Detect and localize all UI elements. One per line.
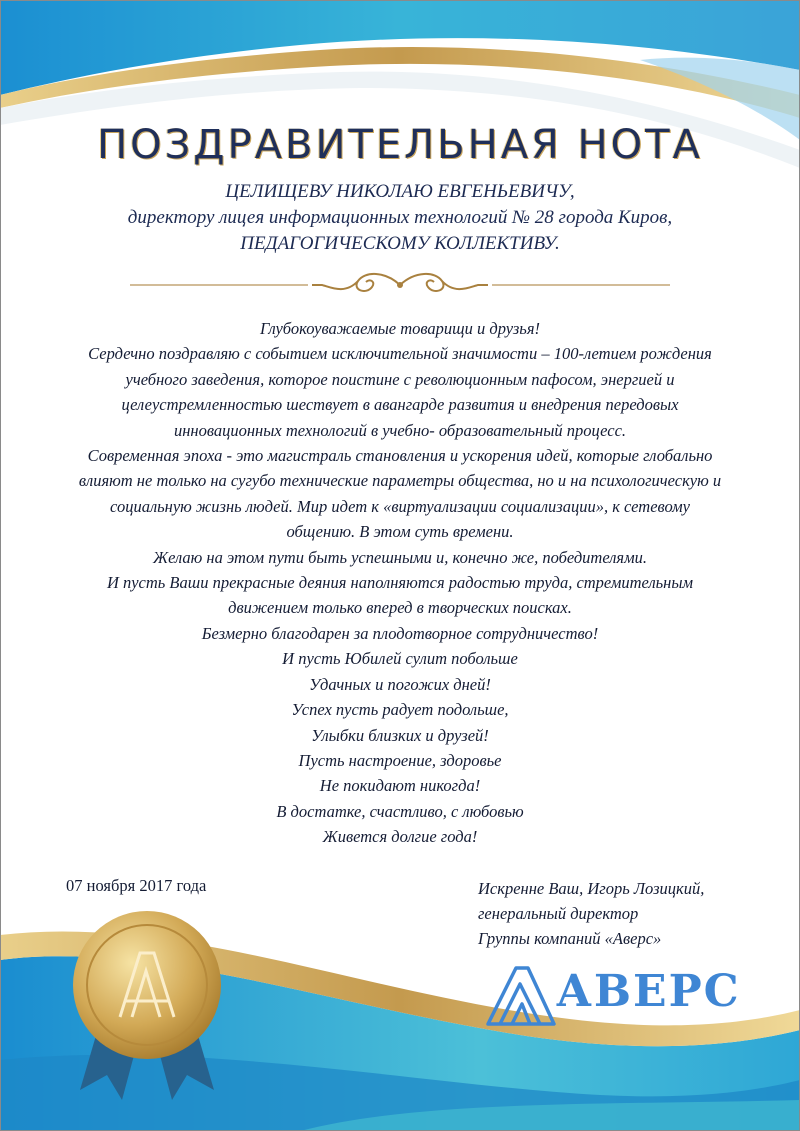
recipient-collective: ПЕДАГОГИЧЕСКОМУ КОЛЛЕКТИВУ.: [240, 233, 560, 254]
letter-line: Успех пусть радует подольше,: [291, 700, 509, 720]
letter-line: учебного заведения, которое поистине с революционным пафосом, энергией и: [125, 369, 675, 389]
recipient-position: директору лицея информационных технологий № 28 города Киров,: [127, 207, 673, 228]
letter-line: И пусть Юбилей сулит побольше: [282, 649, 518, 669]
signature-line-company: Группы компаний «Аверс»: [478, 929, 662, 948]
letter-line: социальную жизнь людей. Мир идет к «виртуализации социализации», к сетевому: [110, 496, 690, 516]
letter-line: Улыбки близких и друзей!: [311, 725, 489, 745]
gold-medal-seal: [62, 905, 232, 1105]
letter-line: движением только вперед в творческих поисках.: [228, 598, 572, 618]
letter-line: Не покидают никогда!: [319, 776, 481, 796]
ornament-divider: [130, 265, 670, 301]
letter-line: Пусть настроение, здоровье: [298, 750, 502, 770]
letter-line: влияют не только на сугубо технические параметры общества, но и на психологическую и: [78, 471, 722, 491]
signature-block: [478, 876, 704, 951]
letter-line: Желаю на этом пути быть успешными и, конечно же, победителями.: [152, 547, 648, 567]
letter-line: В достатке, счастливо, с любовью: [276, 801, 524, 821]
letter-line: Удачных и погожих дней!: [309, 674, 491, 694]
letter-line: Безмерно благодарен за плодотворное сотрудничество!: [201, 623, 599, 643]
signature-line-position: генеральный директор: [478, 904, 639, 923]
letter-date: 07 ноября 2017 года: [66, 876, 207, 895]
letter-body: [30, 316, 770, 850]
letter-line: И пусть Ваши прекрасные деяния наполняются радостью труда, стремительным: [106, 573, 694, 593]
letter-line: Современная эпоха - это магистраль становления и ускорения идей, которые глобально: [87, 446, 713, 466]
letter-line: Глубокоуважаемые товарищи и друзья!: [260, 319, 540, 338]
letter-line: инновационных технологий в учебно- образовательный процесс.: [173, 420, 627, 440]
letter-line: Сердечно поздравляю с событием исключительной значимости – 100-летием рождения: [88, 344, 712, 364]
recipient-name: ЦЕЛИЩЕВУ НИКОЛАЮ ЕВГЕНЬЕВИЧУ,: [225, 181, 575, 202]
avers-logo-text: АВЕРС: [556, 966, 741, 1017]
letter-line: Живется долгие года!: [322, 827, 478, 847]
letter-line: целеустремленностью шествует в авангарде развития и внедрения передовых: [121, 395, 679, 415]
letter-line: общению. В этом суть времени.: [286, 522, 514, 542]
signature-line-name: Искренне Ваш, Игорь Лозицкий,: [478, 879, 705, 898]
page-title: ПОЗДРАВИТЕЛЬНАЯ НОТА: [97, 122, 703, 168]
